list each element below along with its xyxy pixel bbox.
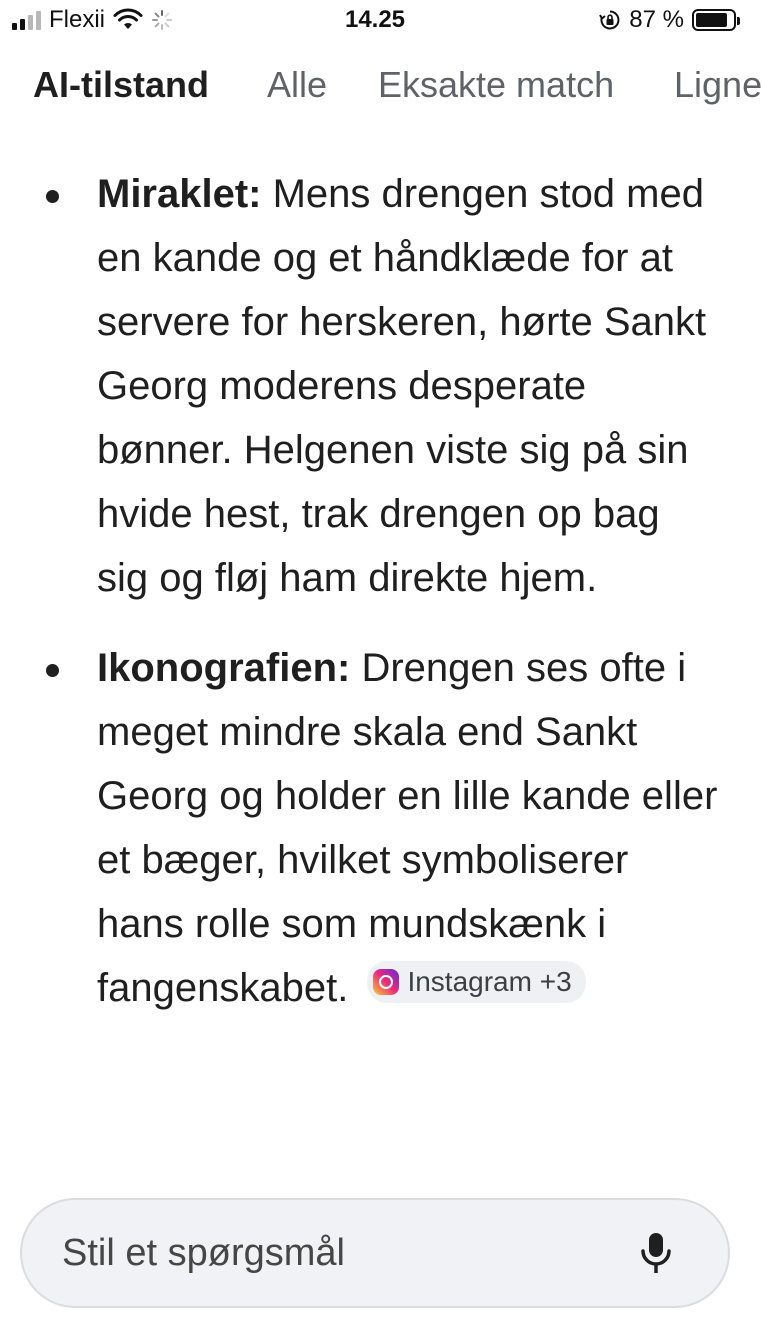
tab-exact-match[interactable]: Eksakte match [378, 64, 615, 105]
ask-question-input[interactable] [22, 1231, 626, 1276]
status-bar [0, 0, 750, 40]
microphone-button[interactable] [626, 1223, 686, 1283]
status-right [599, 6, 736, 34]
source-chip[interactable] [367, 961, 585, 1003]
battery-percentage: 87 % [629, 6, 684, 33]
bullet-term: Miraklet: [97, 172, 262, 216]
bullet-point [46, 664, 59, 677]
microphone-icon [639, 1231, 673, 1275]
carrier-name: Flexii [49, 6, 106, 33]
bullet-term: Ikonografien: [97, 646, 351, 690]
tab-ai-mode[interactable]: AI-tilstand [33, 64, 209, 105]
ai-answer-content [0, 162, 750, 1020]
ask-question-bar [20, 1198, 730, 1308]
bullet-point [46, 190, 59, 203]
battery-level-fill [696, 13, 727, 27]
tab-similar[interactable]: Ligne [674, 64, 762, 105]
instagram-icon [373, 969, 399, 995]
bullet-text: Drengen ses ofte i meget mindre skala end Sankt Georg og holder en lille kande eller et bæger, hvilket symboliserer hans rolle som mundskænk i fangenskabet. [97, 646, 718, 1010]
search-mode-tabs [0, 60, 762, 120]
orientation-lock-icon [599, 9, 621, 31]
list-item [0, 636, 750, 1020]
source-chip-label: Instagram +3 [407, 966, 572, 997]
list-item [0, 162, 750, 610]
tab-all[interactable]: Alle [267, 64, 328, 105]
bullet-text: Mens drengen stod med en kande og et håndklæde for at servere for herskeren, hørte Sankt Georg moderens desperate bønner. Helgenen viste sig på sin hvide hest, trak drengen op bag sig og fløj ham direkte hjem. [97, 172, 707, 600]
battery-icon [692, 9, 736, 31]
status-time: 14.25 [344, 6, 406, 33]
